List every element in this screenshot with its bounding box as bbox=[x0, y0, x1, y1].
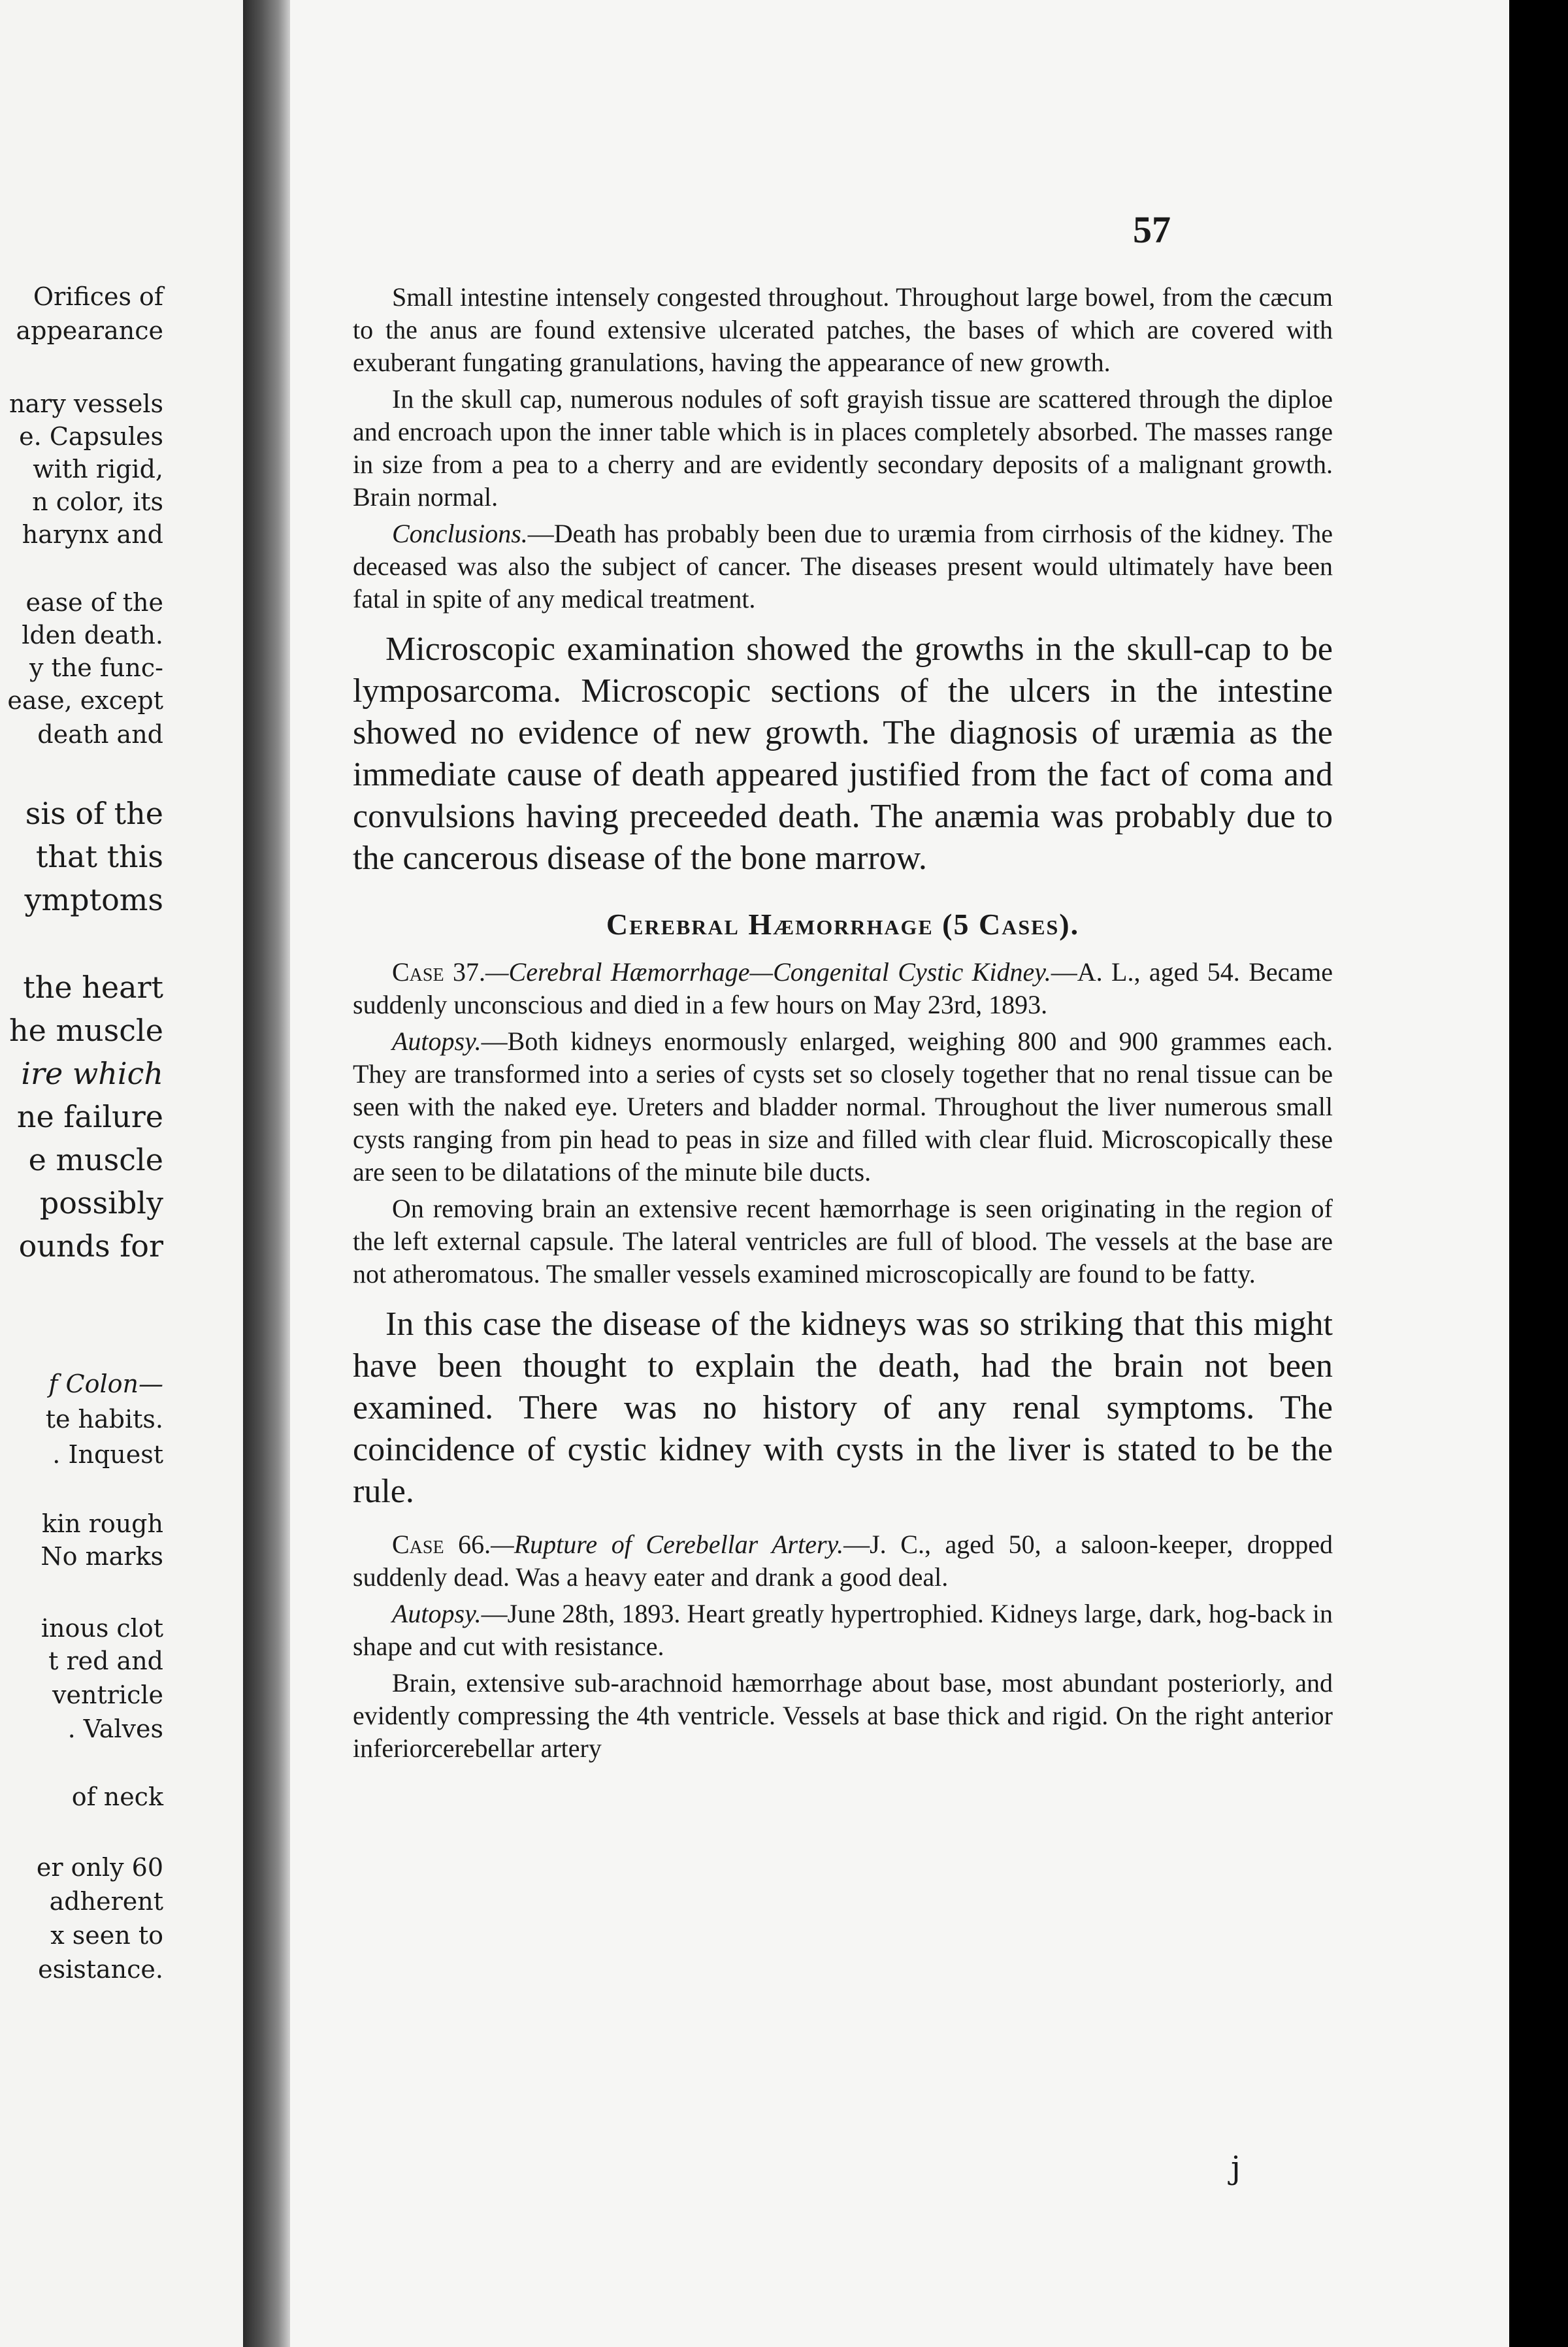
left-text-line: of neck bbox=[71, 1782, 163, 1811]
right-page bbox=[290, 0, 1568, 2347]
left-text-line: No marks bbox=[41, 1542, 163, 1571]
left-text-line: x seen to bbox=[50, 1921, 163, 1950]
left-text-line: f Colon— bbox=[48, 1370, 163, 1398]
page-body bbox=[353, 196, 1333, 1769]
left-text-line: e. Capsules bbox=[19, 422, 163, 451]
autopsy-paragraph bbox=[353, 1025, 1333, 1189]
stray-mark: j bbox=[1231, 2150, 1241, 2186]
left-text-line: esistance. bbox=[38, 1955, 163, 1984]
page-number: 57 bbox=[1133, 208, 1171, 251]
left-text-line: harynx and bbox=[22, 520, 163, 549]
left-text-line: e muscle bbox=[28, 1142, 163, 1177]
paragraph bbox=[353, 517, 1333, 615]
left-text-line: ventricle bbox=[52, 1681, 163, 1709]
left-page-fragment bbox=[0, 0, 243, 2347]
autopsy-text: —June 28th, 1893. Heart greatly hypertrophied. Kidneys large, dark, hog-back in shape and cut with resistance. bbox=[353, 1599, 1333, 1661]
left-text-line: ire which bbox=[21, 1056, 163, 1091]
paragraph-text: —Death has probably been due to uræmia from cirrhosis of the kidney. The deceased was also the subject of cancer. The diseases present would ultimately have been fatal in spite of any medical treatment. bbox=[353, 519, 1333, 614]
case-label: Case 37. bbox=[392, 957, 485, 987]
case-label: Case 66. bbox=[392, 1530, 491, 1559]
left-text-line: adherent bbox=[49, 1887, 163, 1916]
paragraph: In the skull cap, numerous nodules of soft grayish tissue are scattered through the diploe and encroach upon the inner table which is in places completely absorbed. The masses range in size from a pea to a cherry and are evidently secondary deposits of a malignant growth. Brain normal. bbox=[353, 384, 1333, 512]
left-text-line: that this bbox=[35, 839, 163, 874]
left-text-line: t red and bbox=[48, 1647, 163, 1675]
case-text: —A. L., aged 54. Became suddenly unconscious and died in a few hours on May 23rd, 1893. bbox=[353, 957, 1333, 1019]
left-text-line: death and bbox=[37, 720, 163, 749]
left-text-line: nary vessels bbox=[9, 389, 163, 418]
left-text-line: . Inquest bbox=[52, 1440, 163, 1469]
left-text-line: y the func- bbox=[29, 653, 163, 682]
autopsy-paragraph bbox=[353, 1598, 1333, 1663]
commentary-paragraph: Microscopic examination showed the growths in the skull-cap to be lymposarcoma. Microscopic sections of the ulcers in the intestine showed no evidence of new growth. The diagnosis of uræmia as the immediate cause of death appeared justified from the fact of coma and convulsions having preceeded death. The anæmia was probably due to the cancerous disease of the bone marrow. bbox=[353, 631, 1333, 877]
book-gutter bbox=[243, 0, 290, 2347]
left-text-line: ease of the bbox=[25, 588, 163, 617]
section-heading: Cerebral Hæmorrhage (5 Cases). bbox=[606, 908, 1080, 941]
left-text-line: ease, except bbox=[7, 686, 163, 715]
left-text-line: er only 60 bbox=[36, 1853, 163, 1882]
left-text-line: . Valves bbox=[67, 1715, 163, 1743]
left-text-line: appearance bbox=[16, 316, 163, 345]
left-text-line: te habits. bbox=[45, 1405, 163, 1434]
left-text-line: lden death. bbox=[22, 621, 163, 649]
autopsy-text: —Both kidneys enormously enlarged, weighing 800 and 900 grammes each. They are transformed into a series of cysts set so closely together that no renal tissue can be seen with the naked eye. Ureters and bladder normal. Throughout the liver numerous small cysts ranging from pin head to peas in size and filled with clear fluid. Microscopically these are seen to be dilatations of the minute bile ducts. bbox=[353, 1026, 1333, 1187]
autopsy-label: Autopsy. bbox=[392, 1599, 482, 1628]
case-text: —J. C., aged 50, a saloon-keeper, dropped suddenly dead. Was a heavy eater and drank a good deal. bbox=[353, 1530, 1333, 1592]
left-text-line: possibly bbox=[39, 1185, 163, 1221]
left-text-line: n color, its bbox=[32, 487, 163, 516]
case-entry bbox=[353, 1528, 1333, 1594]
case-title: —Cerebral Hæmorrhage—Congenital Cystic Kidney. bbox=[485, 957, 1051, 987]
left-text-line: with rigid, bbox=[33, 455, 163, 484]
left-text-line: ymptoms bbox=[24, 882, 163, 917]
left-text-line: he muscle bbox=[8, 1013, 163, 1048]
autopsy-label: Autopsy. bbox=[392, 1026, 482, 1056]
left-text-line: ne failure bbox=[16, 1099, 163, 1134]
left-text-line: Orifices of bbox=[33, 282, 163, 311]
paragraph-label: Conclusions. bbox=[392, 519, 528, 548]
left-text-line: sis of the bbox=[25, 796, 163, 831]
paragraph: Brain, extensive sub-arachnoid hæmorrhage about base, most abundant posteriorly, and evidently compressing the 4th ventricle. Vessels at base thick and rigid. On the right anterior inferiorcerebellar artery bbox=[353, 1668, 1333, 1763]
commentary-paragraph: In this case the disease of the kidneys was so striking that this might have been thought to explain the death, had the brain not been examined. There was no history of any renal symptoms. The coincidence of cystic kidney with cysts in the liver is stated to be the rule. bbox=[353, 1305, 1333, 1510]
case-entry bbox=[353, 956, 1333, 1021]
case-title: —Rupture of Cerebellar Artery. bbox=[491, 1530, 844, 1559]
left-text-line: the heart bbox=[23, 970, 163, 1005]
left-text-line: inous clot bbox=[41, 1614, 163, 1643]
left-text-line: kin rough bbox=[41, 1509, 163, 1538]
paragraph: Small intestine intensely congested throughout. Throughout large bowel, from the cæcum to the anus are found extensive ulcerated patches, the bases of which are covered with exuberant fungating granulations, having the appearance of new growth. bbox=[353, 282, 1333, 377]
left-text-line: ounds for bbox=[18, 1228, 163, 1264]
paragraph: On removing brain an extensive recent hæmorrhage is seen originating in the region of the left external capsule. The lateral ventricles are full of blood. The vessels at the base are not atheromatous. The smaller vessels examined microscopically are found to be fatty. bbox=[353, 1194, 1333, 1288]
